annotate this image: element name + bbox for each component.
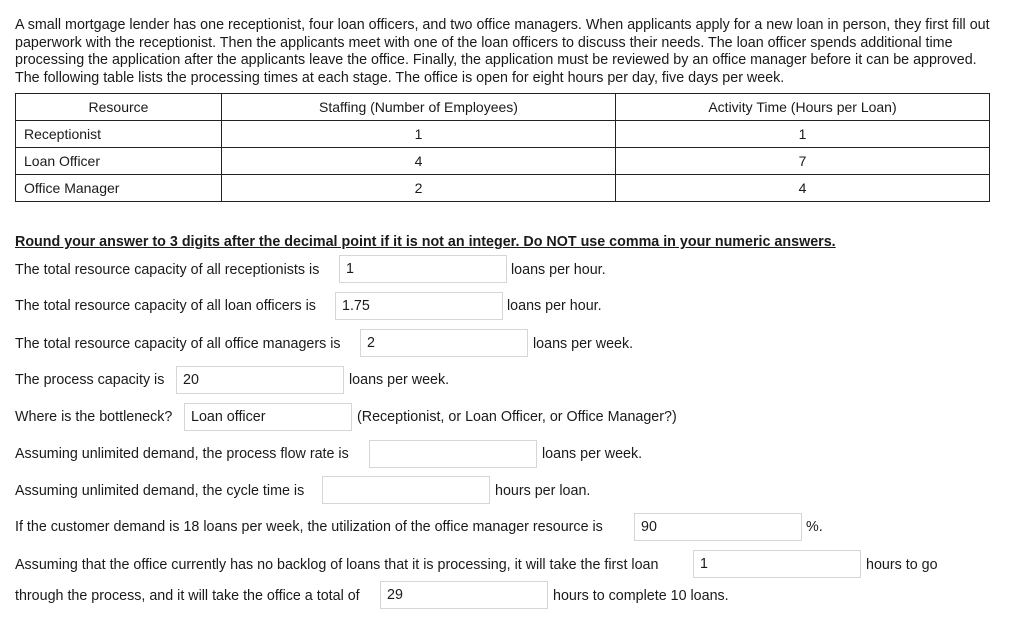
q10-answer-input[interactable]: 29 xyxy=(380,581,548,609)
q6-suffix: loans per week. xyxy=(542,446,643,462)
cell-resource: Loan Officer xyxy=(16,148,222,175)
q9-suffix: hours to go xyxy=(866,557,938,573)
q8-suffix: %. xyxy=(806,519,823,535)
q1-prefix: The total resource capacity of all receptionists is xyxy=(15,262,320,278)
problem-statement: A small mortgage lender has one receptionist, four loan officers, and two office managers. When applicants apply for a new loan in person, they first fill out paperwork with the receptionist. Then the applicants meet with one of the loan officers to discuss their needs. The loan officer spends additional time processing the application after the applicants leave the office. Finally, the application must be reviewed by an office manager before it can be approved. The following table lists the processing times at each stage. The office is open for eight hours per day, five days per week. xyxy=(15,17,990,86)
table-row xyxy=(16,148,990,175)
q7-prefix: Assuming unlimited demand, the cycle time is xyxy=(15,483,305,499)
q2-answer-input[interactable]: 1.75 xyxy=(335,292,503,320)
q9-prefix: Assuming that the office currently has no backlog of loans that it is processing, it will take the first loan xyxy=(15,557,659,573)
table-header-row xyxy=(16,94,990,121)
cell-resource: Office Manager xyxy=(16,175,222,202)
rounding-instruction: Round your answer to 3 digits after the decimal point if it is not an integer. Do NOT use comma in your numeric answers. xyxy=(15,234,836,250)
q1-answer-input[interactable]: 1 xyxy=(339,255,507,283)
q5-answer-input[interactable]: Loan officer xyxy=(184,403,352,431)
q8-answer-input[interactable]: 90 xyxy=(634,513,802,541)
q3-prefix: The total resource capacity of all office managers is xyxy=(15,336,341,352)
q2-suffix: loans per hour. xyxy=(507,298,602,314)
q4-answer-input[interactable]: 20 xyxy=(176,366,344,394)
q5-suffix: (Receptionist, or Loan Officer, or Office Manager?) xyxy=(357,409,677,425)
q7-suffix: hours per loan. xyxy=(495,483,591,499)
q4-prefix: The process capacity is xyxy=(15,372,165,388)
cell-staffing: 2 xyxy=(222,175,616,202)
cell-time: 4 xyxy=(616,175,990,202)
cell-time: 1 xyxy=(616,121,990,148)
header-staffing: Staffing (Number of Employees) xyxy=(222,94,616,121)
q1-suffix: loans per hour. xyxy=(511,262,606,278)
q9-answer-input[interactable]: 1 xyxy=(693,550,861,578)
header-activity-time: Activity Time (Hours per Loan) xyxy=(616,94,990,121)
table-row xyxy=(16,121,990,148)
q10-prefix: through the process, and it will take the office a total of xyxy=(15,588,360,604)
q6-prefix: Assuming unlimited demand, the process flow rate is xyxy=(15,446,349,462)
resource-table xyxy=(15,93,990,202)
q10-suffix: hours to complete 10 loans. xyxy=(553,588,729,604)
cell-resource: Receptionist xyxy=(16,121,222,148)
q4-suffix: loans per week. xyxy=(349,372,450,388)
q8-prefix: If the customer demand is 18 loans per week, the utilization of the office manager resource is xyxy=(15,519,603,535)
cell-time: 7 xyxy=(616,148,990,175)
q7-answer-input[interactable] xyxy=(322,476,490,504)
cell-staffing: 4 xyxy=(222,148,616,175)
cell-staffing: 1 xyxy=(222,121,616,148)
q3-answer-input[interactable]: 2 xyxy=(360,329,528,357)
q6-answer-input[interactable] xyxy=(369,440,537,468)
table-row xyxy=(16,175,990,202)
q5-prefix: Where is the bottleneck? xyxy=(15,409,173,425)
q2-prefix: The total resource capacity of all loan officers is xyxy=(15,298,316,314)
header-resource: Resource xyxy=(16,94,222,121)
q3-suffix: loans per week. xyxy=(533,336,634,352)
